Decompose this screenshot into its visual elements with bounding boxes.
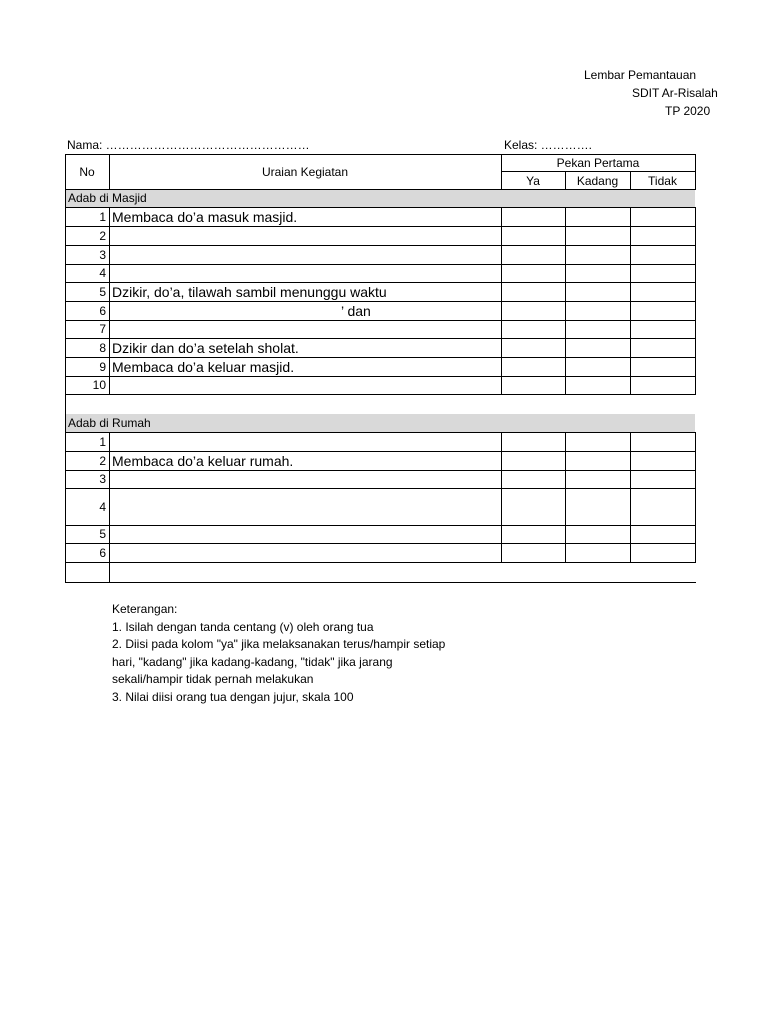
ya-checkbox-cell[interactable] [502, 489, 564, 524]
grid-line [65, 488, 696, 489]
col-week-header: Pekan Pertama [556, 155, 640, 170]
tidak-checkbox-cell[interactable] [631, 208, 694, 225]
tidak-checkbox-cell[interactable] [631, 544, 694, 561]
grid-line [109, 207, 110, 395]
notes-title: Keterangan: [112, 602, 178, 616]
activity-text [109, 264, 501, 282]
kadang-checkbox-cell[interactable] [566, 471, 629, 487]
activity-text [109, 470, 501, 488]
ya-checkbox-cell[interactable] [502, 377, 564, 393]
kadang-checkbox-cell[interactable] [566, 246, 629, 263]
activity-text: Dzikir, do’a, tilawah sambil menunggu waktu [112, 283, 387, 300]
activity-text [109, 432, 501, 451]
grid-line [65, 432, 696, 433]
ya-checkbox-cell[interactable] [502, 283, 564, 300]
header-year: TP 2020 [665, 104, 711, 118]
tidak-checkbox-cell[interactable] [631, 227, 694, 244]
ya-checkbox-cell[interactable] [502, 265, 564, 281]
row-number: 6 [99, 303, 106, 318]
grid-line [65, 470, 696, 471]
tidak-checkbox-cell[interactable] [631, 358, 694, 375]
ya-checkbox-cell[interactable] [502, 321, 564, 337]
grid-line [65, 320, 696, 321]
grid-line [65, 543, 696, 544]
grid-line [501, 207, 502, 395]
grid-line [565, 432, 566, 563]
activity-text: Dzikir dan do’a setelah sholat. [112, 339, 299, 356]
row-number: 7 [99, 322, 106, 336]
grid-line [65, 282, 696, 283]
grid-line [630, 207, 631, 395]
kadang-checkbox-cell[interactable] [566, 526, 629, 542]
header-title: Lembar Pemantauan [584, 68, 697, 82]
nama-field[interactable]: Nama: …………………………………………… [67, 138, 310, 152]
notes-item-2c: sekali/hampir tidak pernah melakukan [112, 672, 314, 686]
row-number: 10 [92, 378, 106, 392]
tidak-checkbox-cell[interactable] [631, 433, 694, 450]
grid-line [65, 207, 696, 208]
activity-text [109, 543, 501, 562]
tidak-checkbox-cell[interactable] [631, 246, 694, 263]
notes-item-2a: 2. Diisi pada kolom "ya" jika melaksanakan terus/hampir setiap [112, 637, 446, 651]
section-masjid-label: Adab di Masjid [68, 191, 147, 205]
grid-line [65, 394, 696, 395]
grid-line [65, 189, 696, 190]
grid-line [501, 154, 502, 189]
grid-line [65, 376, 696, 377]
notes-item-1: 1. Isilah dengan tanda centang (v) oleh orang tua [112, 619, 374, 634]
kadang-checkbox-cell[interactable] [566, 544, 629, 561]
kadang-checkbox-cell[interactable] [566, 321, 629, 337]
tidak-checkbox-cell[interactable] [631, 489, 694, 524]
grid-line [695, 154, 696, 189]
grid-line [65, 338, 696, 339]
grid-line [65, 582, 696, 583]
activity-text [109, 245, 501, 264]
row-number: 2 [99, 453, 106, 468]
notes-item-3: 3. Nilai diisi orang tua dengan jujur, skala 100 [112, 689, 354, 704]
ya-checkbox-cell[interactable] [502, 227, 564, 244]
grid-line [65, 264, 696, 265]
grid-line [501, 432, 502, 563]
ya-checkbox-cell[interactable] [502, 433, 564, 450]
grid-line [65, 245, 696, 246]
grid-line [109, 154, 110, 189]
ya-checkbox-cell[interactable] [502, 452, 564, 469]
col-kadang-header: Kadang [576, 173, 619, 188]
kadang-checkbox-cell[interactable] [566, 265, 629, 281]
activity-text: Membaca do’a keluar masjid. [112, 358, 295, 375]
row-number: 5 [99, 527, 106, 541]
grid-line [695, 207, 696, 395]
row-number: 1 [99, 434, 106, 449]
section-masjid [65, 189, 695, 207]
row-number: 5 [99, 284, 106, 299]
col-ya-header: Ya [526, 173, 540, 188]
grid-line [109, 432, 110, 583]
header-school: SDIT Ar-Risalah [632, 86, 718, 100]
grid-line [501, 171, 696, 172]
activity-text: Membaca do’a keluar rumah. [112, 452, 294, 469]
grid-line [630, 171, 631, 189]
kadang-checkbox-cell[interactable] [566, 208, 629, 225]
row-number: 3 [99, 247, 106, 262]
tidak-checkbox-cell[interactable] [631, 265, 694, 281]
grid-line [65, 562, 696, 563]
grid-line [65, 226, 696, 227]
section-rumah-label: Adab di Rumah [68, 416, 151, 430]
ya-checkbox-cell[interactable] [502, 246, 564, 263]
activity-text [109, 525, 501, 543]
row-number: 6 [99, 545, 106, 560]
grid-line [65, 525, 696, 526]
activity-text: Membaca do’a masuk masjid. [112, 208, 298, 225]
ya-checkbox-cell[interactable] [502, 471, 564, 487]
tidak-checkbox-cell[interactable] [631, 452, 694, 469]
row-number: 3 [99, 472, 106, 486]
grid-line [65, 357, 696, 358]
kadang-checkbox-cell[interactable] [566, 283, 629, 300]
tidak-checkbox-cell[interactable] [631, 377, 694, 393]
tidak-checkbox-cell[interactable] [631, 471, 694, 487]
tidak-checkbox-cell[interactable] [631, 526, 694, 542]
col-tidak-header: Tidak [648, 173, 677, 188]
tidak-checkbox-cell[interactable] [631, 339, 694, 356]
grid-line [695, 432, 696, 563]
grid-line [65, 301, 696, 302]
ya-checkbox-cell[interactable] [502, 339, 564, 356]
activity-text [109, 376, 501, 394]
kadang-checkbox-cell[interactable] [566, 227, 629, 244]
ya-checkbox-cell[interactable] [502, 358, 564, 375]
row-number: 2 [99, 228, 106, 243]
row-number: 4 [99, 266, 106, 280]
tidak-checkbox-cell[interactable] [631, 321, 694, 337]
tidak-checkbox-cell[interactable] [631, 283, 694, 300]
kadang-checkbox-cell[interactable] [566, 339, 629, 356]
grid-line [65, 154, 696, 155]
section-rumah [65, 414, 695, 432]
grid-line [565, 171, 566, 189]
activity-text [109, 488, 501, 525]
kadang-checkbox-cell[interactable] [566, 377, 629, 393]
row-number: 4 [99, 499, 106, 514]
ya-checkbox-cell[interactable] [502, 208, 564, 225]
notes-item-2b: hari, "kadang" jika kadang-kadang, "tidak" jika jarang [112, 654, 393, 669]
grid-line [565, 207, 566, 395]
grid-line [630, 432, 631, 563]
notes-section [112, 601, 492, 706]
activity-text: ’ dan [341, 302, 371, 319]
kelas-field[interactable]: Kelas: …………. [504, 138, 593, 152]
row-number: 9 [99, 359, 106, 374]
kadang-checkbox-cell[interactable] [566, 358, 629, 375]
ya-checkbox-cell[interactable] [502, 544, 564, 561]
activity-text [109, 320, 501, 338]
col-uraian-header: Uraian Kegiatan [261, 164, 349, 179]
ya-checkbox-cell[interactable] [502, 526, 564, 542]
row-number: 8 [99, 340, 106, 355]
activity-text [109, 226, 501, 245]
kadang-checkbox-cell[interactable] [566, 452, 629, 469]
kadang-checkbox-cell[interactable] [566, 489, 629, 524]
grid-line [65, 451, 696, 452]
grid-line [65, 154, 66, 583]
ya-checkbox-cell[interactable] [502, 302, 564, 319]
row-number: 1 [99, 209, 106, 224]
kadang-checkbox-cell[interactable] [566, 302, 629, 319]
tidak-checkbox-cell[interactable] [631, 302, 694, 319]
col-no-header: No [79, 164, 95, 179]
kadang-checkbox-cell[interactable] [566, 433, 629, 450]
